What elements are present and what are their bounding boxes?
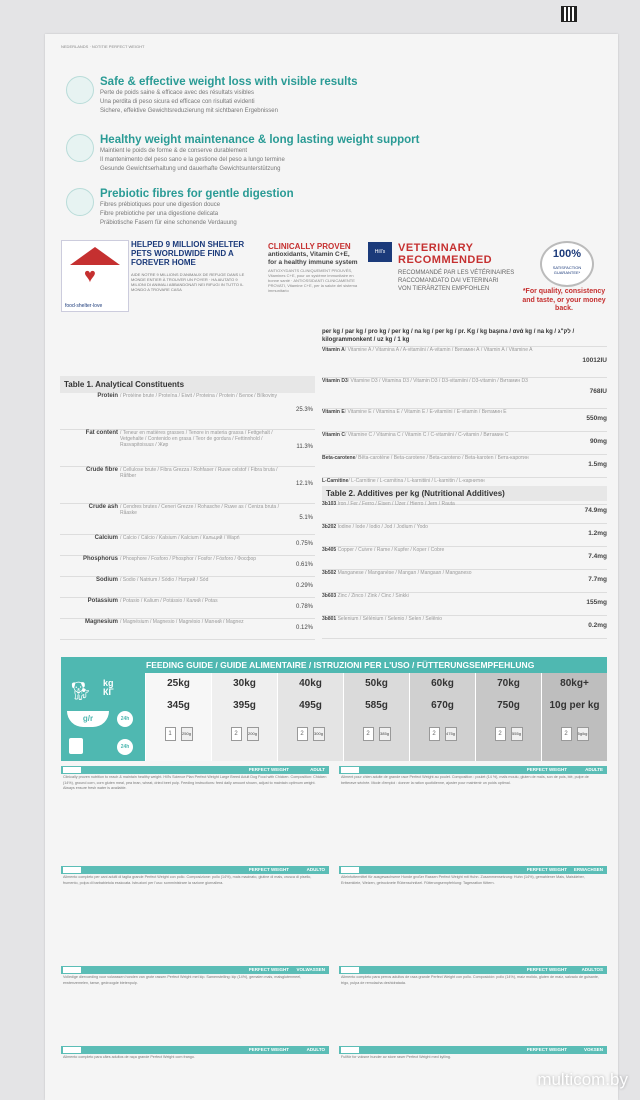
additive-value: 155mg bbox=[586, 599, 607, 606]
feeding-title: FEEDING GUIDE / GUIDE ALIMENTAIRE / ISTRUZIONI PER L'USO / FÜTTERUNGSEMPFEHLUNG bbox=[61, 657, 607, 673]
panel-header bbox=[61, 966, 329, 974]
panel-header bbox=[61, 1046, 329, 1054]
clinical-fine: ANTIOXYDANTS CLINIQUEMENT PROUVÉS, Vitamines C+E, pour un système immunitaire en bonne santé · ANTIOSSIDANTI CLINICAMENTE PROVATI, Vitamine C+E, per la salute del sistema immunitario bbox=[268, 268, 358, 293]
panel-product: PERFECT WEIGHT bbox=[248, 867, 289, 872]
vitamin-desc: / Vitamine E / Vitamina E / Vitamin E / E-vitamiini / E-vitamin / Витамин Е bbox=[344, 409, 507, 415]
feeding-legend bbox=[61, 673, 145, 761]
mix-dry-grams: 385g bbox=[379, 727, 391, 741]
panel-lifestage: ADULTOS bbox=[581, 967, 603, 972]
additive-row bbox=[322, 524, 607, 547]
vitamin-name: L-Carnitine bbox=[322, 478, 349, 484]
analytical-name: Phosphorus bbox=[82, 556, 118, 562]
feeding-column bbox=[145, 673, 211, 761]
dog-heart-icon bbox=[66, 134, 94, 162]
heart-icon: ♥ bbox=[84, 265, 96, 287]
badge-percent: 100% bbox=[552, 248, 582, 260]
mix-can-count: 2 bbox=[231, 727, 242, 741]
vitamin-desc: / L-Carnitine / L-carnitina / L-karnitiini / L-karnitin / L-карнитин bbox=[348, 478, 485, 484]
hills-logo: Hill's bbox=[368, 242, 392, 262]
analytical-value: 0.78% bbox=[295, 604, 313, 610]
flag-icon bbox=[63, 967, 81, 973]
shelter-title: HELPED 9 MILLION SHELTER PETS WORLDWIDE FIND A FOREVER HOME bbox=[131, 240, 245, 267]
language-panel bbox=[61, 866, 329, 887]
feeding-weight: 50kg bbox=[365, 678, 388, 689]
additive-desc: Manganese / Manganèse / Mangan / Mangaan / Manganeso bbox=[337, 570, 472, 576]
feeding-grams: 750g bbox=[497, 700, 520, 711]
clock-24h-icon: 24h bbox=[117, 739, 133, 755]
mix-dry-grams: 5g/kg bbox=[577, 727, 589, 741]
analytical-value: 11.3% bbox=[296, 444, 313, 450]
mix-can-count: 2 bbox=[429, 727, 440, 741]
language-panel bbox=[339, 766, 607, 787]
vitamin-row bbox=[322, 432, 607, 455]
analytical-row bbox=[60, 577, 315, 598]
clinical-title: CLINICALLY PROVEN bbox=[268, 242, 351, 251]
feeding-grams: 395g bbox=[233, 700, 256, 711]
dog-icon: 🐕︎ bbox=[69, 681, 92, 701]
mix-can-count: 2 bbox=[297, 727, 308, 741]
feeding-weight: 60kg bbox=[431, 678, 454, 689]
badge-label: SATISFACTION GUARANTEE* bbox=[552, 265, 582, 275]
vitamin-value: 1.5mg bbox=[588, 461, 607, 468]
analytical-name: Protein bbox=[97, 393, 118, 399]
vitamin-desc: / Bêta-carotène / Beta-carotene / Beta-caroteno / Beta-karoten / Бета-каротин bbox=[355, 455, 529, 461]
additive-value: 7.4mg bbox=[588, 553, 607, 560]
analytical-table bbox=[60, 376, 315, 640]
additive-row bbox=[322, 570, 607, 593]
mix-dry-grams: 250g bbox=[181, 727, 193, 741]
feeding-grams: 495g bbox=[299, 700, 322, 711]
feature-weight-loss bbox=[100, 76, 358, 115]
watermark: multicom.by bbox=[537, 1070, 628, 1089]
feature-line: Fibre prebiotiche per una digestione delicata bbox=[100, 211, 219, 217]
scale-drop-icon bbox=[66, 76, 94, 104]
feature-line: Perte de poids saine & efficace avec des résultats visibles bbox=[100, 90, 254, 96]
feeding-column bbox=[277, 673, 343, 761]
feeding-guide bbox=[61, 657, 607, 761]
analytical-desc: / Cendres brutes / Ceneri Grezze / Rohasche / Ruwe as / Ceniza bruta / Råaske bbox=[120, 504, 279, 516]
panel-lifestage: ADULTE bbox=[585, 767, 603, 772]
vet-title-1: VETERINARY bbox=[398, 242, 474, 254]
vet-block bbox=[368, 242, 528, 312]
analytical-desc: / Calcio / Cálcio / Kalsium / Kalcium / Кальций / Wapń bbox=[120, 535, 240, 541]
feeding-mix bbox=[146, 717, 211, 757]
panel-lifestage: ADULT bbox=[310, 767, 325, 772]
analytical-row bbox=[60, 535, 315, 556]
vitamin-value: 768IU bbox=[589, 388, 607, 395]
wet-can-icon bbox=[69, 738, 83, 754]
brand-line: NEDERLANDS · NOTITIE PERFECT WEIGHT bbox=[61, 44, 145, 49]
feeding-column bbox=[409, 673, 475, 761]
mix-dry-grams: 475g bbox=[445, 727, 457, 741]
additive-row bbox=[322, 501, 607, 524]
panel-lifestage: VOLWASSEN bbox=[296, 967, 325, 972]
analytical-row bbox=[60, 504, 315, 535]
additive-code: 3b603 bbox=[322, 593, 337, 599]
mix-can-count: 1 bbox=[165, 727, 176, 741]
vitamin-value: 10012IU bbox=[582, 357, 607, 364]
feeding-column bbox=[541, 673, 607, 761]
feature-title: Healthy weight maintenance & long lasting weight support bbox=[100, 134, 420, 146]
feeding-mix bbox=[476, 717, 541, 757]
additives-title: Table 2. Additives per kg (Nutritional Additives) bbox=[322, 486, 607, 501]
language-panel bbox=[61, 966, 329, 987]
analytical-desc: / Sodio / Natrium / Sódio / Натрий / Sód bbox=[120, 577, 209, 583]
panel-product: PERFECT WEIGHT bbox=[248, 967, 289, 972]
feeding-weight: 70kg bbox=[497, 678, 520, 689]
analytical-name: Crude fibre bbox=[85, 467, 118, 473]
language-panel bbox=[61, 1046, 329, 1062]
language-panel bbox=[339, 966, 607, 987]
panel-product: PERFECT WEIGHT bbox=[526, 767, 567, 772]
panel-text: Alleinfuttermittel für ausgewachsene Hunde großer Rassen Perfect Weight mit Huhn. Zusammensetzung: Huhn (14%), gemahlener Mais, Maiskleber, Erbsenkleie, Weizen, getrocknete Rübenschnitzel. Fütterungsempfehlung: Tagesration füttern. bbox=[341, 875, 585, 885]
feature-title: Safe & effective weight loss with visible results bbox=[100, 76, 358, 88]
feeding-weight: 40kg bbox=[299, 678, 322, 689]
additive-code: 3b502 bbox=[322, 570, 337, 576]
additive-code: 3b202 bbox=[322, 524, 337, 530]
vitamin-desc: / Vitamine D3 / Vitamina D3 / Vitamin D3 / D3-vitamiini / D3-vitamin / Витамин D3 bbox=[347, 378, 528, 384]
feature-prebiotic bbox=[100, 188, 294, 227]
vet-title bbox=[398, 242, 492, 266]
analytical-name: Magnesium bbox=[84, 619, 118, 625]
language-panel bbox=[339, 1046, 607, 1062]
feature-line: Fibres prébiotiques pour une digestion douce bbox=[100, 202, 221, 208]
additive-value: 1.2mg bbox=[588, 530, 607, 537]
feature-line: Maintient le poids de forme & de conserve durablement bbox=[100, 148, 248, 154]
analytical-name: Calcium bbox=[94, 535, 118, 541]
analytical-row bbox=[60, 430, 315, 467]
flag-icon bbox=[341, 867, 359, 873]
additive-row bbox=[322, 547, 607, 570]
feature-line: Präbiotische Fasern für eine schonende Verdauung bbox=[100, 220, 237, 226]
panel-header bbox=[339, 866, 607, 874]
vitamin-desc: / Vitamine C / Vitamina C / Vitamin C / C-vitamiini / C-vitamin / Витамин С bbox=[344, 432, 509, 438]
panel-header bbox=[339, 966, 607, 974]
analytical-row bbox=[60, 598, 315, 619]
feeding-weight: 80kg+ bbox=[560, 678, 589, 689]
feeding-grams: 10g per kg bbox=[549, 700, 600, 711]
additive-code: 3b405 bbox=[322, 547, 337, 553]
language-panel bbox=[61, 766, 329, 793]
analytical-row bbox=[60, 467, 315, 504]
panel-product: PERFECT WEIGHT bbox=[248, 767, 289, 772]
additives-table bbox=[322, 486, 607, 639]
vitamin-value: 90mg bbox=[590, 438, 607, 445]
analytical-row bbox=[60, 393, 315, 430]
panel-text: Alimento completo per cani adulti di taglia grande Perfect Weight con pollo. Composizione: pollo (14%), mais macinato, glutine di mais, crusca di pisello, frumento, polpa di barbabietola essiccata. Istruzioni per l'uso: somministrare la razione giornaliera. bbox=[63, 875, 312, 885]
clinical-sub: antioxidants, Vitamin C+E, for a healthy immune system bbox=[268, 251, 358, 266]
feeding-weight: 30kg bbox=[233, 678, 256, 689]
vet-lines bbox=[398, 269, 514, 293]
additive-code: 3b103 bbox=[322, 501, 337, 507]
additive-row bbox=[322, 593, 607, 616]
vitamin-row bbox=[322, 347, 607, 378]
clock-24h-icon: 24h bbox=[117, 711, 133, 727]
additive-desc: Iodine / Iode / Iodio / Jod / Jodium / Yodo bbox=[337, 524, 428, 530]
additive-desc: Zinc / Zinco / Zink / Cinc / Sinkki bbox=[337, 593, 409, 599]
analytical-title: Table 1. Analytical Constituents bbox=[60, 376, 315, 393]
home-logo bbox=[61, 240, 129, 312]
vet-title-2: RECOMMENDED bbox=[398, 254, 493, 266]
additive-desc: Copper / Cuivre / Rame / Kupfer / Koper / Cobre bbox=[337, 547, 445, 553]
vitamin-row bbox=[322, 378, 607, 409]
feature-line: Sichere, effektive Gewichtsreduzierung mit sichtbaren Ergebnissen bbox=[100, 108, 278, 114]
analytical-value: 12.1% bbox=[295, 481, 313, 487]
analytical-desc: / Phosphore / Fosforo / Phosphor / Fosfor / Fósforo / Фосфор bbox=[120, 556, 257, 562]
panel-text: Alimento completo para perros adultos de raza grande Perfect Weight con pollo. Composición: pollo (14%), maíz molido, gluten de maíz, salvado de guisante, trigo, pulpa de remolacha deshidratada. bbox=[341, 975, 599, 985]
feature-line: Gesunde Gewichtserhaltung und dauerhafte Gewichtsunterstützung bbox=[100, 166, 281, 172]
panel-product: PERFECT WEIGHT bbox=[526, 1047, 567, 1052]
flag-icon bbox=[341, 767, 359, 773]
panel-header bbox=[339, 766, 607, 774]
panel-header bbox=[61, 866, 329, 874]
vitamin-row bbox=[322, 455, 607, 478]
stomach-icon bbox=[66, 188, 94, 216]
feeding-mix bbox=[278, 717, 343, 757]
vitamin-value: 550mg bbox=[586, 415, 607, 422]
shelter-fine: AIDE NOTRE 9 MILLIONS D'ANIMAUX DE REFUGE DANS LE MONDE ENTIER À TROUVER UN FOYER · HA AIUTATO 9 MILIONI DI ANIMALI ABBANDONATI NEI RIFUGI IN TUTTO IL MONDO A TROVARE CASA bbox=[131, 272, 245, 292]
bowl-icon: g/r bbox=[67, 711, 109, 727]
clinical-block bbox=[268, 242, 360, 293]
analytical-desc: / Protéine brute / Proteína / Eiwit / Proteina / Protein / Белок / Bílkoviny bbox=[120, 393, 277, 399]
shelter-block bbox=[61, 240, 256, 318]
flag-icon bbox=[341, 967, 359, 973]
analytical-name: Crude ash bbox=[88, 504, 118, 510]
satisfaction-badge bbox=[540, 241, 594, 287]
mix-dry-grams: 300g bbox=[313, 727, 325, 741]
barcode-icon bbox=[561, 6, 577, 22]
feeding-mix bbox=[542, 717, 607, 757]
vet-line: RECOMMANDÉ PAR LES VÉTÉRINAIRES bbox=[398, 270, 515, 276]
feeding-weight: 25kg bbox=[167, 678, 190, 689]
feature-weight-maintenance bbox=[100, 134, 419, 173]
vet-line: RACCOMANDATO DAI VETERINARI bbox=[398, 278, 499, 284]
home-tag: food·shelter·love bbox=[65, 303, 103, 309]
vitamin-name: Vitamin C bbox=[322, 432, 345, 438]
panel-text: Clinically proven nutrition to reach & maintain healthy weight. Hill's Science Plan Perfect Weight Large Breed Adult Dog Food with Chicken. Composition: Chicken (14%), ground corn, corn gluten meal, pea bran, wheat, dried beet pulp. Feeding instructions: feed daily amount shown, adjust to maintain optimum weight. Always ensure fresh water is available. bbox=[63, 775, 327, 790]
additive-value: 0.2mg bbox=[588, 622, 607, 629]
analytical-value: 0.75% bbox=[295, 541, 313, 547]
additive-value: 74.9mg bbox=[584, 507, 607, 514]
feeding-grams: 670g bbox=[431, 700, 454, 711]
mix-can-count: 2 bbox=[495, 727, 506, 741]
panel-text: Fullfôr for voksne hunder av store raser Perfect Weight med kylling. bbox=[341, 1055, 451, 1059]
analytical-value: 0.29% bbox=[295, 583, 313, 589]
vitamin-row bbox=[322, 409, 607, 432]
feeding-grams: 345g bbox=[167, 700, 190, 711]
analytical-value: 0.61% bbox=[295, 562, 313, 568]
vitamin-name: Vitamin D3 bbox=[322, 378, 348, 384]
analytical-desc: / Potasio / Kalium / Potássio / Калий / Potas bbox=[120, 598, 218, 604]
panel-text: Volledige diervoeding voor volwassen honden van grote rassen Perfect Weight met kip. Samenstelling: kip (14%), gemalen mais, maisglutenmeel, erwtenzemelen, tarwe, gedroogde bietenpulp. bbox=[63, 975, 302, 985]
panel-product: PERFECT WEIGHT bbox=[248, 1047, 289, 1052]
feeding-column bbox=[475, 673, 541, 761]
feeding-columns bbox=[145, 673, 607, 761]
additive-code: 3b801 bbox=[322, 616, 337, 622]
language-panel bbox=[339, 866, 607, 887]
additive-row bbox=[322, 616, 607, 639]
panel-text: Aliment pour chien adulte de grande race Perfect Weight au poulet. Composition : poulet (14 %), maïs moulu, gluten de maïs, son de pois, blé, pulpe de betterave séchée. Mode d'emploi : donner la ration quotidienne, ajuster pour maintenir un poids optimal. bbox=[341, 775, 589, 785]
flag-icon bbox=[63, 867, 81, 873]
feature-line: Il mantenimento del peso sano e la gestione del peso a lungo termine bbox=[100, 157, 285, 163]
analytical-name: Fat content bbox=[85, 430, 118, 436]
analytical-desc: / Teneur en matières grasses / Tenore in materia grassa / Fettgehalt / Vetgehalte / Contenido en grasa / Teor de gordura / Fettinnhold / Rasvapitoisuus / Жир bbox=[120, 430, 273, 448]
panel-lifestage: ADULTO bbox=[306, 867, 325, 872]
feature-line: Una perdita di peso sicura ed efficace con risultati evidenti bbox=[100, 99, 255, 105]
analytical-desc: / Magnésium / Magnesio / Magnésio / Магний / Magnez bbox=[120, 619, 244, 625]
vitamins-table bbox=[322, 326, 607, 505]
panel-lifestage: ADULTO bbox=[306, 1047, 325, 1052]
feature-title: Prebiotic fibres for gentle digestion bbox=[100, 188, 294, 200]
additive-desc: Iron / Fer / Ferro / Eisen / IJzer / Hierro / Jern / Rauta bbox=[337, 501, 455, 507]
feeding-mix bbox=[344, 717, 409, 757]
flag-icon bbox=[63, 1047, 81, 1053]
feeding-mix bbox=[410, 717, 475, 757]
analytical-row bbox=[60, 556, 315, 577]
additive-desc: Selenium / Sélénium / Selenio / Selen / Selênio bbox=[337, 616, 443, 622]
panel-product: PERFECT WEIGHT bbox=[526, 867, 567, 872]
analytical-value: 25.3% bbox=[295, 407, 313, 413]
panel-text: Alimento completo para cães adultos de raça grande Perfect Weight com frango. bbox=[63, 1055, 195, 1059]
roof-icon bbox=[70, 247, 120, 265]
vitamin-name: Beta-carotene bbox=[322, 455, 356, 461]
analytical-value: 0.12% bbox=[295, 625, 313, 631]
panel-product: PERFECT WEIGHT bbox=[526, 967, 567, 972]
mix-dry-grams: 555g bbox=[511, 727, 523, 741]
vitamin-name: Vitamin E bbox=[322, 409, 345, 415]
kg-label: kg КГ bbox=[103, 678, 114, 697]
vet-line: VON TIERÄRZTEN EMPFOHLEN bbox=[398, 286, 490, 292]
mix-can-count: 2 bbox=[363, 727, 374, 741]
flag-icon bbox=[341, 1047, 359, 1053]
additive-value: 7.7mg bbox=[588, 576, 607, 583]
panel-lifestage: VOKSEN bbox=[583, 1047, 603, 1052]
panel-lifestage: ERWACHSEN bbox=[573, 867, 603, 872]
feeding-mix bbox=[212, 717, 277, 757]
vitamin-name: Vitamin A bbox=[322, 347, 345, 353]
analytical-name: Sodium bbox=[96, 577, 118, 583]
flag-icon bbox=[63, 767, 81, 773]
vitamins-header: per kg / par kg / pro kg / per kg / na kg / per kg / pr. Kg / kg başına / ανά kg / na kg / לק"ג / kilogrammonkent / uz kg / 1 kg bbox=[322, 326, 607, 347]
panel-header bbox=[339, 1046, 607, 1054]
vitamin-desc: / Vitamine A / Vitamina A / A-vitamiini / A-vitamin / Витамин А / Vitamin A / Vitamine A bbox=[344, 347, 533, 353]
panel-header bbox=[61, 766, 329, 774]
analytical-value: 5.1% bbox=[299, 515, 313, 521]
feeding-grams: 585g bbox=[365, 700, 388, 711]
analytical-desc: / Cellulose brute / Fibra Grezza / Rohfaser / Ruwe celstof / Fibra bruta / Råfiber bbox=[120, 467, 278, 479]
analytical-name: Potassium bbox=[87, 598, 118, 604]
analytical-row bbox=[60, 619, 315, 640]
feeding-column bbox=[343, 673, 409, 761]
guarantee-text: *For quality, consistency and taste, or your money back. bbox=[522, 288, 606, 312]
feeding-column bbox=[211, 673, 277, 761]
mix-can-count: 2 bbox=[561, 727, 572, 741]
mix-dry-grams: 200g bbox=[247, 727, 259, 741]
